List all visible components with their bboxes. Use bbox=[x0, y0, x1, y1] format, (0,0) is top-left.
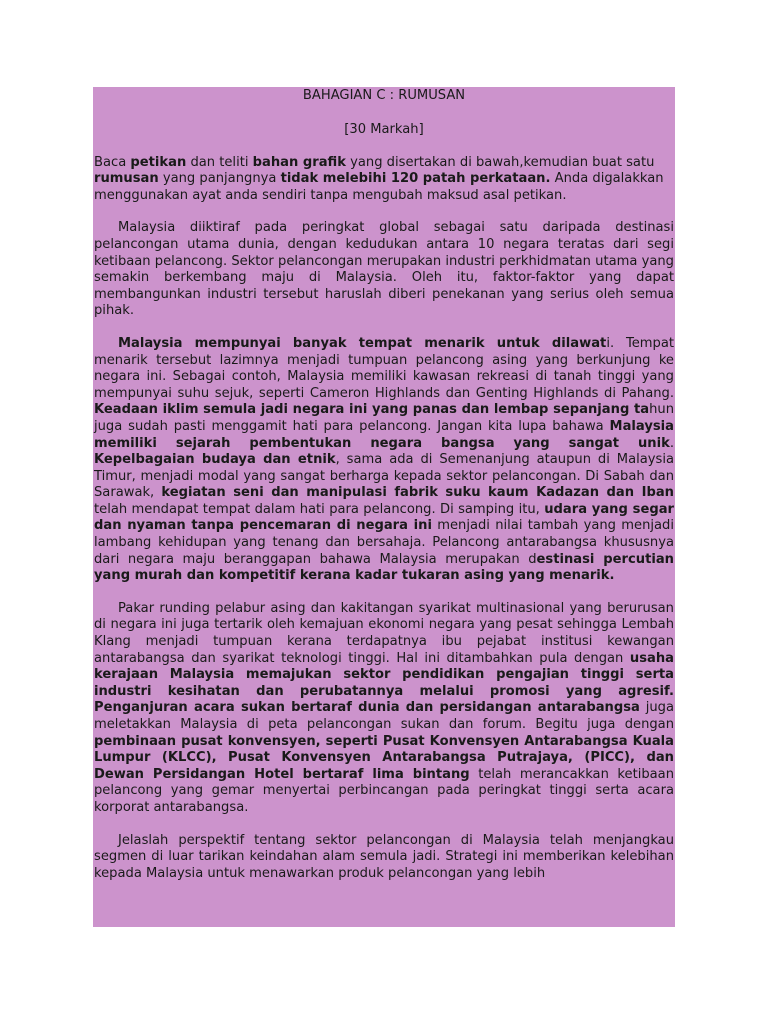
passage-paragraph-3 bbox=[94, 601, 674, 817]
text-run: . bbox=[669, 435, 674, 451]
bold-text-run: bahan grafik bbox=[252, 154, 346, 170]
text-run: telah merancakkan ketibaan pelancong yang gemar menyertai perbincangan pada peringkat tinggi serta acara korporat antarabangsa. bbox=[94, 766, 674, 815]
passage-paragraph-4 bbox=[94, 833, 674, 883]
document-content bbox=[93, 87, 675, 882]
bold-text-run: pembinaan pusat konvensyen, seperti Pusat Konvensyen Antarabangsa Kuala Lumpur (KLCC), Pusat Konvensyen Antarabangsa Putrajaya, (PICC), dan Dewan Persidangan Hotel bertaraf lima bintang bbox=[94, 733, 674, 782]
bold-text-run: petikan bbox=[130, 154, 187, 170]
bold-text-run: usaha kerajaan Malaysia memajukan sektor pendidikan pengajian tinggi serta industri kesihatan dan perubatannya melalui promosi yang agresif. Penganjuran acara sukan bertaraf dunia dan persidangan antarabangsa bbox=[94, 650, 674, 716]
text-run: juga meletakkan Malaysia di peta pelancongan sukan dan forum. Begitu juga dengan bbox=[94, 700, 674, 732]
text-run: Pakar runding pelabur asing dan kakitangan syarikat multinasional yang berurusan di negara ini juga tertarik oleh kemajuan ekonomi negara yang pesat sehingga Lembah Klang menjadi tumpuan kerana terdapatnya ibu pejabat institusi kewangan antarabangsa dan syarikat teknologi tinggi. Hal ini ditambahkan pula dengan bbox=[94, 600, 674, 666]
text-run: yang panjangnya bbox=[158, 171, 281, 187]
text-run: Jelaslah perspektif tentang sektor pelancongan di Malaysia telah menjangkau segmen di luar tarikan keindahan alam semula jadi. Strategi ini memberikan kelebihan kepada Malaysia untuk menawarkan produk pelancongan yang lebih bbox=[94, 832, 674, 881]
text-run: , sama ada di Semenanjung ataupun di Malaysia Timur, menjadi modal yang sangat berharga kepada sektor pelancongan. Di Sabah dan Sarawak, bbox=[94, 452, 674, 501]
text-run: telah mendapat tempat dalam hati para pelancong. Di samping itu, bbox=[94, 501, 545, 517]
bold-text-run: Keadaan iklim semula jadi negara ini yang panas dan lembap sepanjang ta bbox=[94, 402, 650, 418]
document-page bbox=[93, 87, 675, 927]
passage-paragraph-1 bbox=[94, 220, 674, 320]
bold-text-run: rumusan bbox=[94, 171, 159, 187]
instruction-paragraph bbox=[94, 155, 674, 205]
marks-label: [30 Markah] bbox=[344, 122, 424, 137]
text-run: Anda digalakkan menggunakan ayat anda sendiri tanpa mengubah maksud asal petikan. bbox=[94, 171, 664, 203]
text-run: dan teliti bbox=[186, 154, 253, 170]
text-run: yang disertakan di bawah,kemudian buat satu bbox=[345, 154, 655, 170]
text-run: menjadi nilai tambah yang menjadi lambang kehidupan yang tenang dan bersahaja. Pelancong antarabangsa khususnya dari negara maju beranggapan bahawa Malaysia merupakan d bbox=[94, 518, 674, 567]
text-run: hun juga sudah pasti menggamit hati para pelancong. Jangan kita lupa bahawa bbox=[94, 402, 674, 434]
bold-text-run: tidak melebihi 120 patah perkataan. bbox=[280, 171, 551, 187]
bold-text-run: udara yang segar dan nyaman tanpa pencemaran di negara ini bbox=[94, 501, 674, 534]
bold-text-run: estinasi percutian yang murah dan kompetitif kerana kadar tukaran asing yang menarik. bbox=[94, 551, 674, 584]
passage-paragraph-2 bbox=[94, 336, 674, 585]
section-title: BAHAGIAN C : RUMUSAN bbox=[302, 88, 466, 103]
text-run: Malaysia diiktiraf pada peringkat global sebagai satu daripada destinasi pelancongan utama dunia, dengan kedudukan antara 10 negara teratas dari segi ketibaan pelancong. Sektor pelancongan merupakan industri perkhidmatan utama yang semakin berkembang maju di Malaysia. Oleh itu, faktor-faktor yang dapat membangunkan industri tersebut haruslah diberi penekanan yang serius oleh semua pihak. bbox=[94, 220, 674, 319]
text-run: i. Tempat menarik tersebut lazimnya menjadi tumpuan pelancong asing yang berkunjung ke negara ini. Sebagai contoh, Malaysia memiliki kawasan rekreasi di tanah tinggi yang mempunyai suhu sejuk, seperti Cameron Highlands dan Genting Highlands di Pahang. bbox=[94, 335, 675, 401]
bold-text-run: Kepelbagaian budaya dan etnik bbox=[94, 452, 336, 468]
text-run: Baca bbox=[94, 154, 131, 170]
bold-text-run: Malaysia memiliki sejarah pembentukan negara bangsa yang sangat unik bbox=[94, 418, 674, 451]
bold-text-run: kegiatan seni dan manipulasi fabrik suku kaum Kadazan dan Iban bbox=[161, 485, 675, 501]
bold-text-run: Malaysia mempunyai banyak tempat menarik untuk dilawat bbox=[118, 335, 607, 351]
